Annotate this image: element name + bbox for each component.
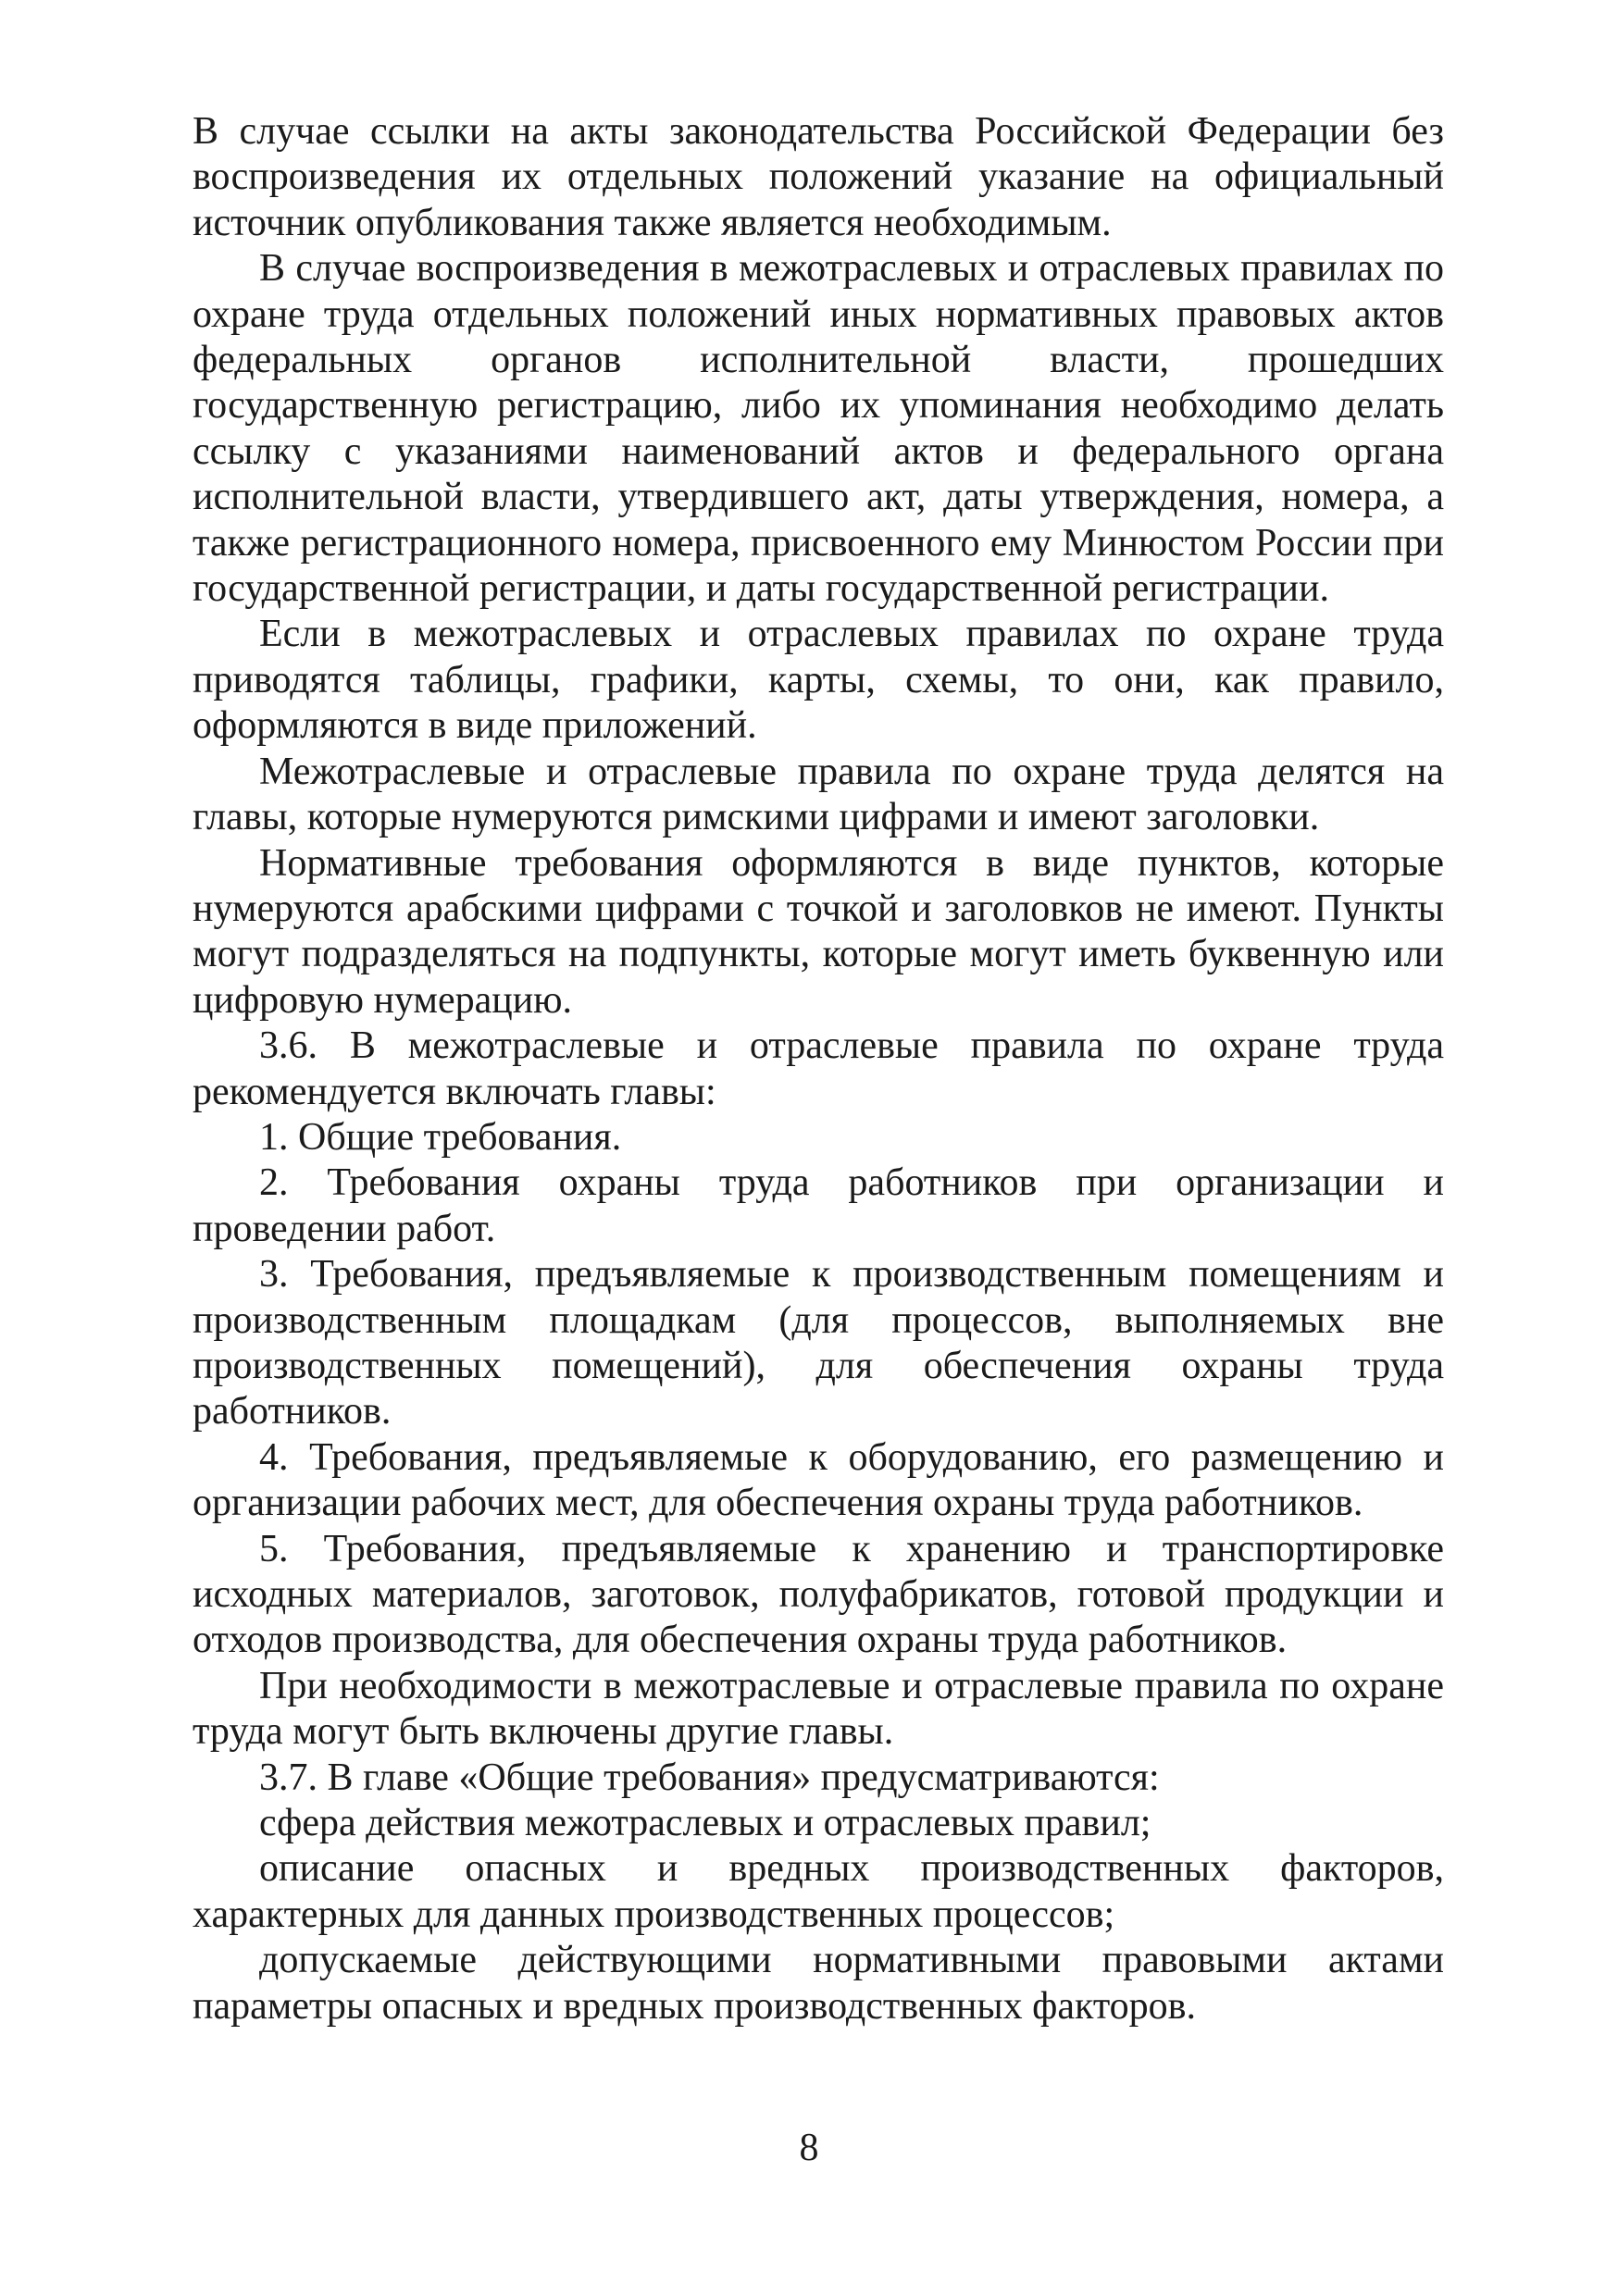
paragraph-chapters: Межотраслевые и отраслевые правила по охране труда делятся на главы, которые нумеруются римскими цифрами и имеют заголовки.: [193, 750, 1444, 839]
list-item-chapter-5: 5. Требования, предъявляемые к хранению и транспортировке исходных материалов, заготовок, полуфабрикатов, готовой продукции и отходов производства, для обеспечения охраны труда работников.: [193, 1527, 1444, 1662]
body-text: [193, 109, 1444, 2029]
list-item-chapter-3: 3. Требования, предъявляемые к производственным помещениям и производственным площадкам (для процессов, выполняемых вне производственных помещений), для обеспечения охраны труда работников.: [193, 1253, 1444, 1433]
page-number: 8: [799, 2127, 819, 2169]
paragraph-official-source: В случае ссылки на акты законодательства Российской Федерации без воспроизведения их отдельных положений указание на официальный источник опубликования также является необходимым.: [193, 110, 1444, 244]
paragraph-tables-appendices: Если в межотраслевых и отраслевых правилах по охране труда приводятся таблицы, графики, карты, схемы, то они, как правило, оформляются в виде приложений.: [193, 613, 1444, 748]
list-item-chapter-4: 4. Требования, предъявляемые к оборудованию, его размещению и организации рабочих мест, для обеспечения охраны труда работников.: [193, 1435, 1444, 1525]
paragraph-section-3-6: 3.6. В межотраслевые и отраслевые правила по охране труда рекомендуется включать главы:: [193, 1024, 1444, 1113]
list-item-chapter-1: 1. Общие требования.: [259, 1115, 622, 1159]
paragraph-normative-items: Нормативные требования оформляются в виде пунктов, которые нумеруются арабскими цифрами с точкой и заголовков не имеют. Пункты могут подразделяться на подпункты, которые могут иметь буквенную или цифровую нумерацию.: [193, 841, 1444, 1022]
list-item-scope: сфера действия межотраслевых и отраслевых правил;: [259, 1802, 1151, 1845]
list-item-chapter-2: 2. Требования охраны труда работников при организации и проведении работ.: [193, 1161, 1444, 1250]
list-item-hazard-description: описание опасных и вредных производственных факторов, характерных для данных производственных процессов;: [193, 1847, 1444, 1936]
paragraph-section-3-7: 3.7. В главе «Общие требования» предусматриваются:: [259, 1756, 1160, 1799]
paragraph-reproduction-reference: В случае воспроизведения в межотраслевых и отраслевых правилах по охране труда отдельных положений иных нормативных правовых актов федеральных органов исполнительной власти, прошедших государственную регистрацию, либо их упоминания необходимо делать ссылку с указаниями наименований актов и федерального органа исполнительной власти, утвердившего акт, даты утверждения, номера, а также регистрационного номера, присвоенного ему Минюстом России при государственной регистрации, и даты государственной регистрации.: [193, 247, 1444, 611]
paragraph-other-chapters: При необходимости в межотраслевые и отраслевые правила по охране труда могут быть включены другие главы.: [193, 1664, 1444, 1754]
list-item-permissible-parameters: допускаемые действующими нормативными правовыми актами параметры опасных и вредных производственных факторов.: [193, 1939, 1444, 2028]
